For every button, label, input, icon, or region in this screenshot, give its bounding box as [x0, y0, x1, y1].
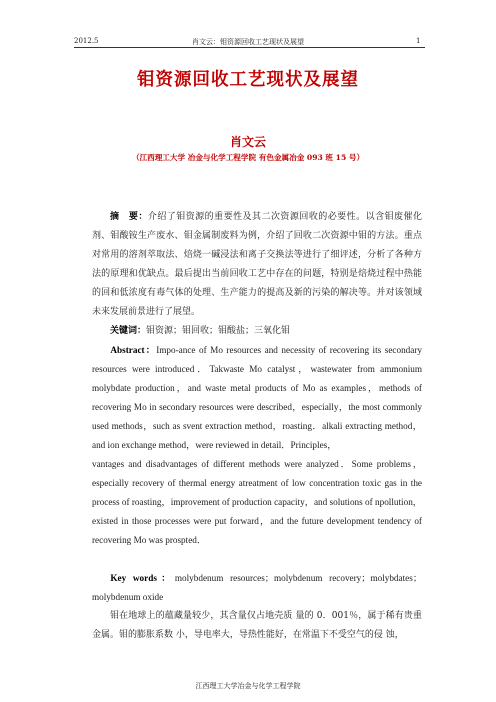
abstract-en	[92, 341, 422, 550]
abstract-cn-text: 介绍了钼资源的重要性及其二次资源回收的必要性。以含钼废催化剂、钼酸铵生产废水、钼金属制废料为例，介绍了回收二次资源中钼的方法。重点对常用的溶剂萃取法、焙烧一碱浸法和离子交换法等进行了细评述，分析了各种方法的原理和优缺点。最后提出当前回收工艺中存在的问题，特别是焙烧过程中热能的回和低浓度有毒气体的处理、生产能力的提高及新的污染的解决等。并对该领域未来发展前景进行了展望。	[92, 212, 422, 317]
abstract-cn-label: 摘 要：	[110, 212, 148, 222]
affiliation: （江西理工大学 冶金与化学工程学院 有色金属冶金 093 班 15 号）	[131, 153, 365, 162]
abstract-en-text-2: vantages and disadvantages of different methods were analyzed．Some problems，especially recovery of thermal energy atreatment of low concentration toxic gas in the process of roasting，improvement of production capacity，and solutions of npollution，existed in those processes were put forward，and the future development tendency of recovering Mo was prospted．	[92, 459, 422, 545]
header-rule	[74, 47, 425, 48]
header-date: 2012.5	[74, 37, 99, 45]
author-name: 肖文云	[229, 135, 266, 149]
abstract-cn	[92, 208, 422, 322]
body-paragraph	[92, 607, 422, 645]
body-text: 钼在地球上的蕴藏量较少，其含量仅占地壳质 量的 0．001％，属于稀有贵重金属。钼的膨胀系数 小，导电率大，导热性能好，在常温下不受空气的侵 蚀，	[92, 611, 422, 640]
running-title: 肖文云：钼资源回收工艺现状及展望	[192, 38, 304, 46]
abstract-en-text-1: Impo-ance of Mo resources and necessity of recovering its secondary resources were introduced．Takwaste Mo catalyst，wastewater from ammonium molybdate production，and waste metal products of Mo as examples，methods of recovering Mo in secondary resources were described，especially，the most commonly used methods，such as svent extraction method，roasting．alkali extracting method，and ion exchange method，were reviewed in detail．Principles，	[92, 345, 422, 450]
keywords-en-label: Key words：	[110, 573, 175, 583]
paper-title: 钼资源回收工艺现状及展望	[137, 70, 359, 90]
keywords-cn	[92, 322, 422, 341]
keywords-cn-text: 钼资源；钼回收；钼酸盐；三氧化钼	[146, 326, 291, 336]
keywords-en	[92, 569, 422, 607]
keywords-en-text: molybdenum resources；molybdenum recovery；molybdates；molybdenum oxide	[92, 573, 423, 602]
page-number: 1	[416, 37, 421, 45]
footer-institution: 江西理工大学冶金与化学工程学院	[195, 682, 301, 690]
abstract-en-label: Abstract：	[110, 345, 157, 355]
keywords-cn-label: 关键词：	[110, 326, 147, 336]
